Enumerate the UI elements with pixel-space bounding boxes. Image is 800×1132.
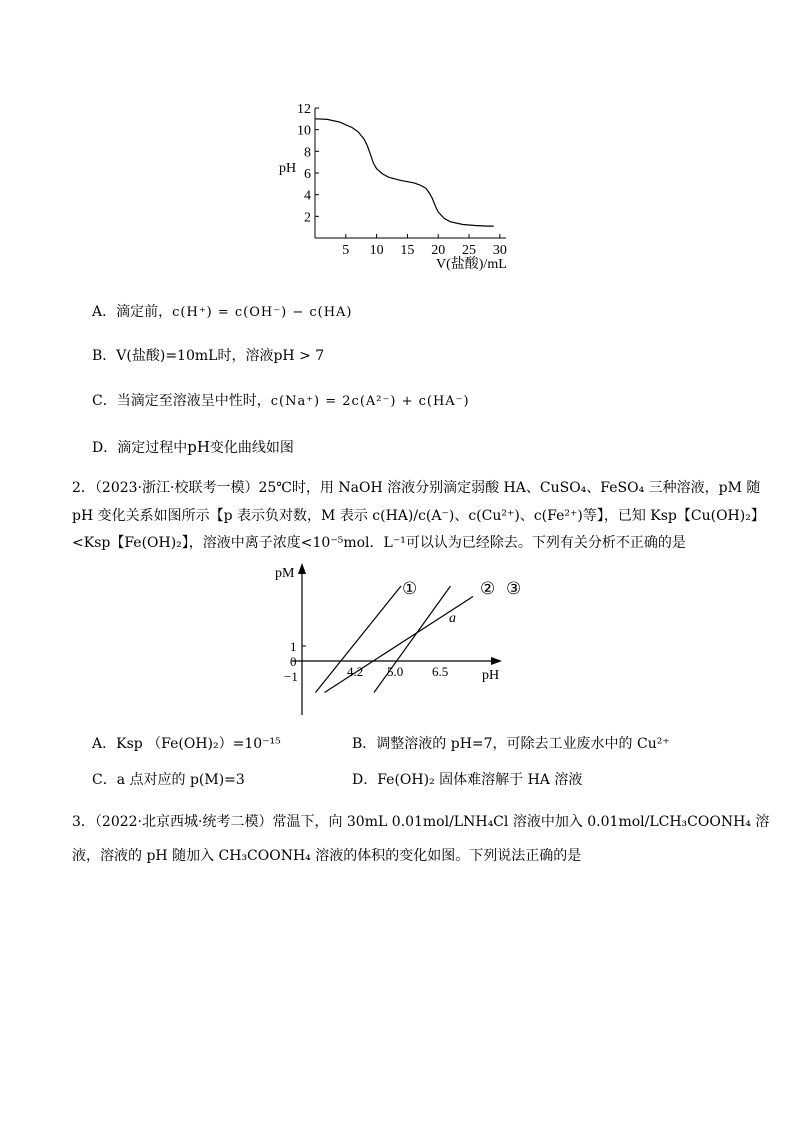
pm-ph-ytick-1: 1 [290,639,297,654]
pm-ph-xtick-5.0: 5.0 [387,664,404,679]
titration-ytick-label: 12 [297,102,311,117]
q1-option-c: C．当滴定至溶液呈中性时，c(Na⁺) = 2c(A²⁻) + c(HA⁻) [92,393,470,409]
titration-curve [315,119,494,226]
q1-option-b: B．V(盐酸)=10mL时，溶液pH > 7 [92,348,325,364]
titration-chart-ylabel: pH [279,161,297,176]
titration-chart-y-ticks [297,102,319,225]
titration-ytick-label: 4 [304,188,311,204]
q1-option-c-formula: c(Na⁺) = 2c(A²⁻) + c(HA⁻) [270,394,470,409]
titration-chart-axes [315,108,506,238]
titration-chart [0,0,800,280]
pm-ph-ytick-0: 0 [290,654,297,669]
titration-xtick-label: 5 [342,243,350,258]
q2-stem-line3: <Ksp【Fe(OH)₂】，溶液中离子浓度<10⁻⁵mol．L⁻¹可以认为已经除去。下列有关分析不正确的是 [72,535,686,551]
q2-option-a: A．Ksp （Fe(OH)₂）=10⁻¹⁵ [92,736,281,752]
pm-ph-xtick-4.2: 4.2 [347,664,364,679]
titration-xtick-label: 10 [369,243,384,258]
q2-option-b: B．调整溶液的 pH=7，可除去工业废水中的 Cu²⁺ [352,736,670,752]
titration-ytick-label: 10 [297,123,311,139]
q3-stem-line1: 3．（2022·北京西城·统考二模）常温下，向 30mL 0.01mol/LNH₄Cl 溶液中加入 0.01mol/LCH₃COONH₄ 溶 [72,814,770,830]
q1-option-a-formula: c(H⁺) = c(OH⁻) − c(HA) [172,305,353,320]
q3-stem-line2: 液，溶液的 pH 随加入 CH₃COONH₄ 溶液的体积的变化如图。下列说法正确的是 [72,848,582,864]
titration-xtick-label: 25 [462,243,477,258]
pm-ph-point-a: a [449,611,456,626]
q2-option-c: C．a 点对应的 p(M)=3 [92,772,245,788]
pm-ph-ytick-minus1: −1 [284,669,298,684]
pm-ph-line-3-label: ③ [506,579,522,598]
pm-ph-line-2-label: ② [480,579,496,598]
pm-ph-chart-axes [292,563,502,715]
titration-ytick-label: 8 [304,145,311,161]
pm-ph-chart-xlabel: pH [482,668,500,683]
q2-stem-line1: 2．（2023·浙江·校联考一模）25℃时，用 NaOH 溶液分别滴定弱酸 HA、CuSO₄、FeSO₄ 三种溶液，pM 随 [72,480,761,496]
q2-option-d: D．Fe(OH)₂ 固体难溶解于 HA 溶液 [352,772,583,788]
pm-ph-chart [0,555,800,755]
titration-xtick-label: 20 [431,243,446,258]
titration-xtick-label: 15 [400,243,415,258]
q3-source: （2022·北京西城·统考二模） [94,814,273,830]
pm-ph-line-1-label: ① [402,579,418,598]
titration-xtick-label: 30 [492,243,507,258]
titration-ytick-label: 2 [304,210,311,226]
pm-ph-xtick-6.5: 6.5 [432,664,449,679]
titration-ytick-label: 6 [304,167,311,182]
q2-stem-line2: pH 变化关系如图所示【p 表示负对数，M 表示 c(HA)/c(A⁻)、c(Cu²⁺)、c(Fe²⁺)等】，已知 Ksp【Cu(OH)₂】 [72,508,765,524]
titration-chart-xlabel: V(盐酸)/mL [436,257,507,272]
q1-option-a: A．滴定前，c(H⁺) = c(OH⁻) − c(HA) [92,304,353,320]
q2-source: （2023·浙江·校联考一模） [94,480,259,496]
pm-ph-chart-ylabel: pM [275,566,295,581]
q1-option-d: D．滴定过程中pH变化曲线如图 [92,438,294,456]
